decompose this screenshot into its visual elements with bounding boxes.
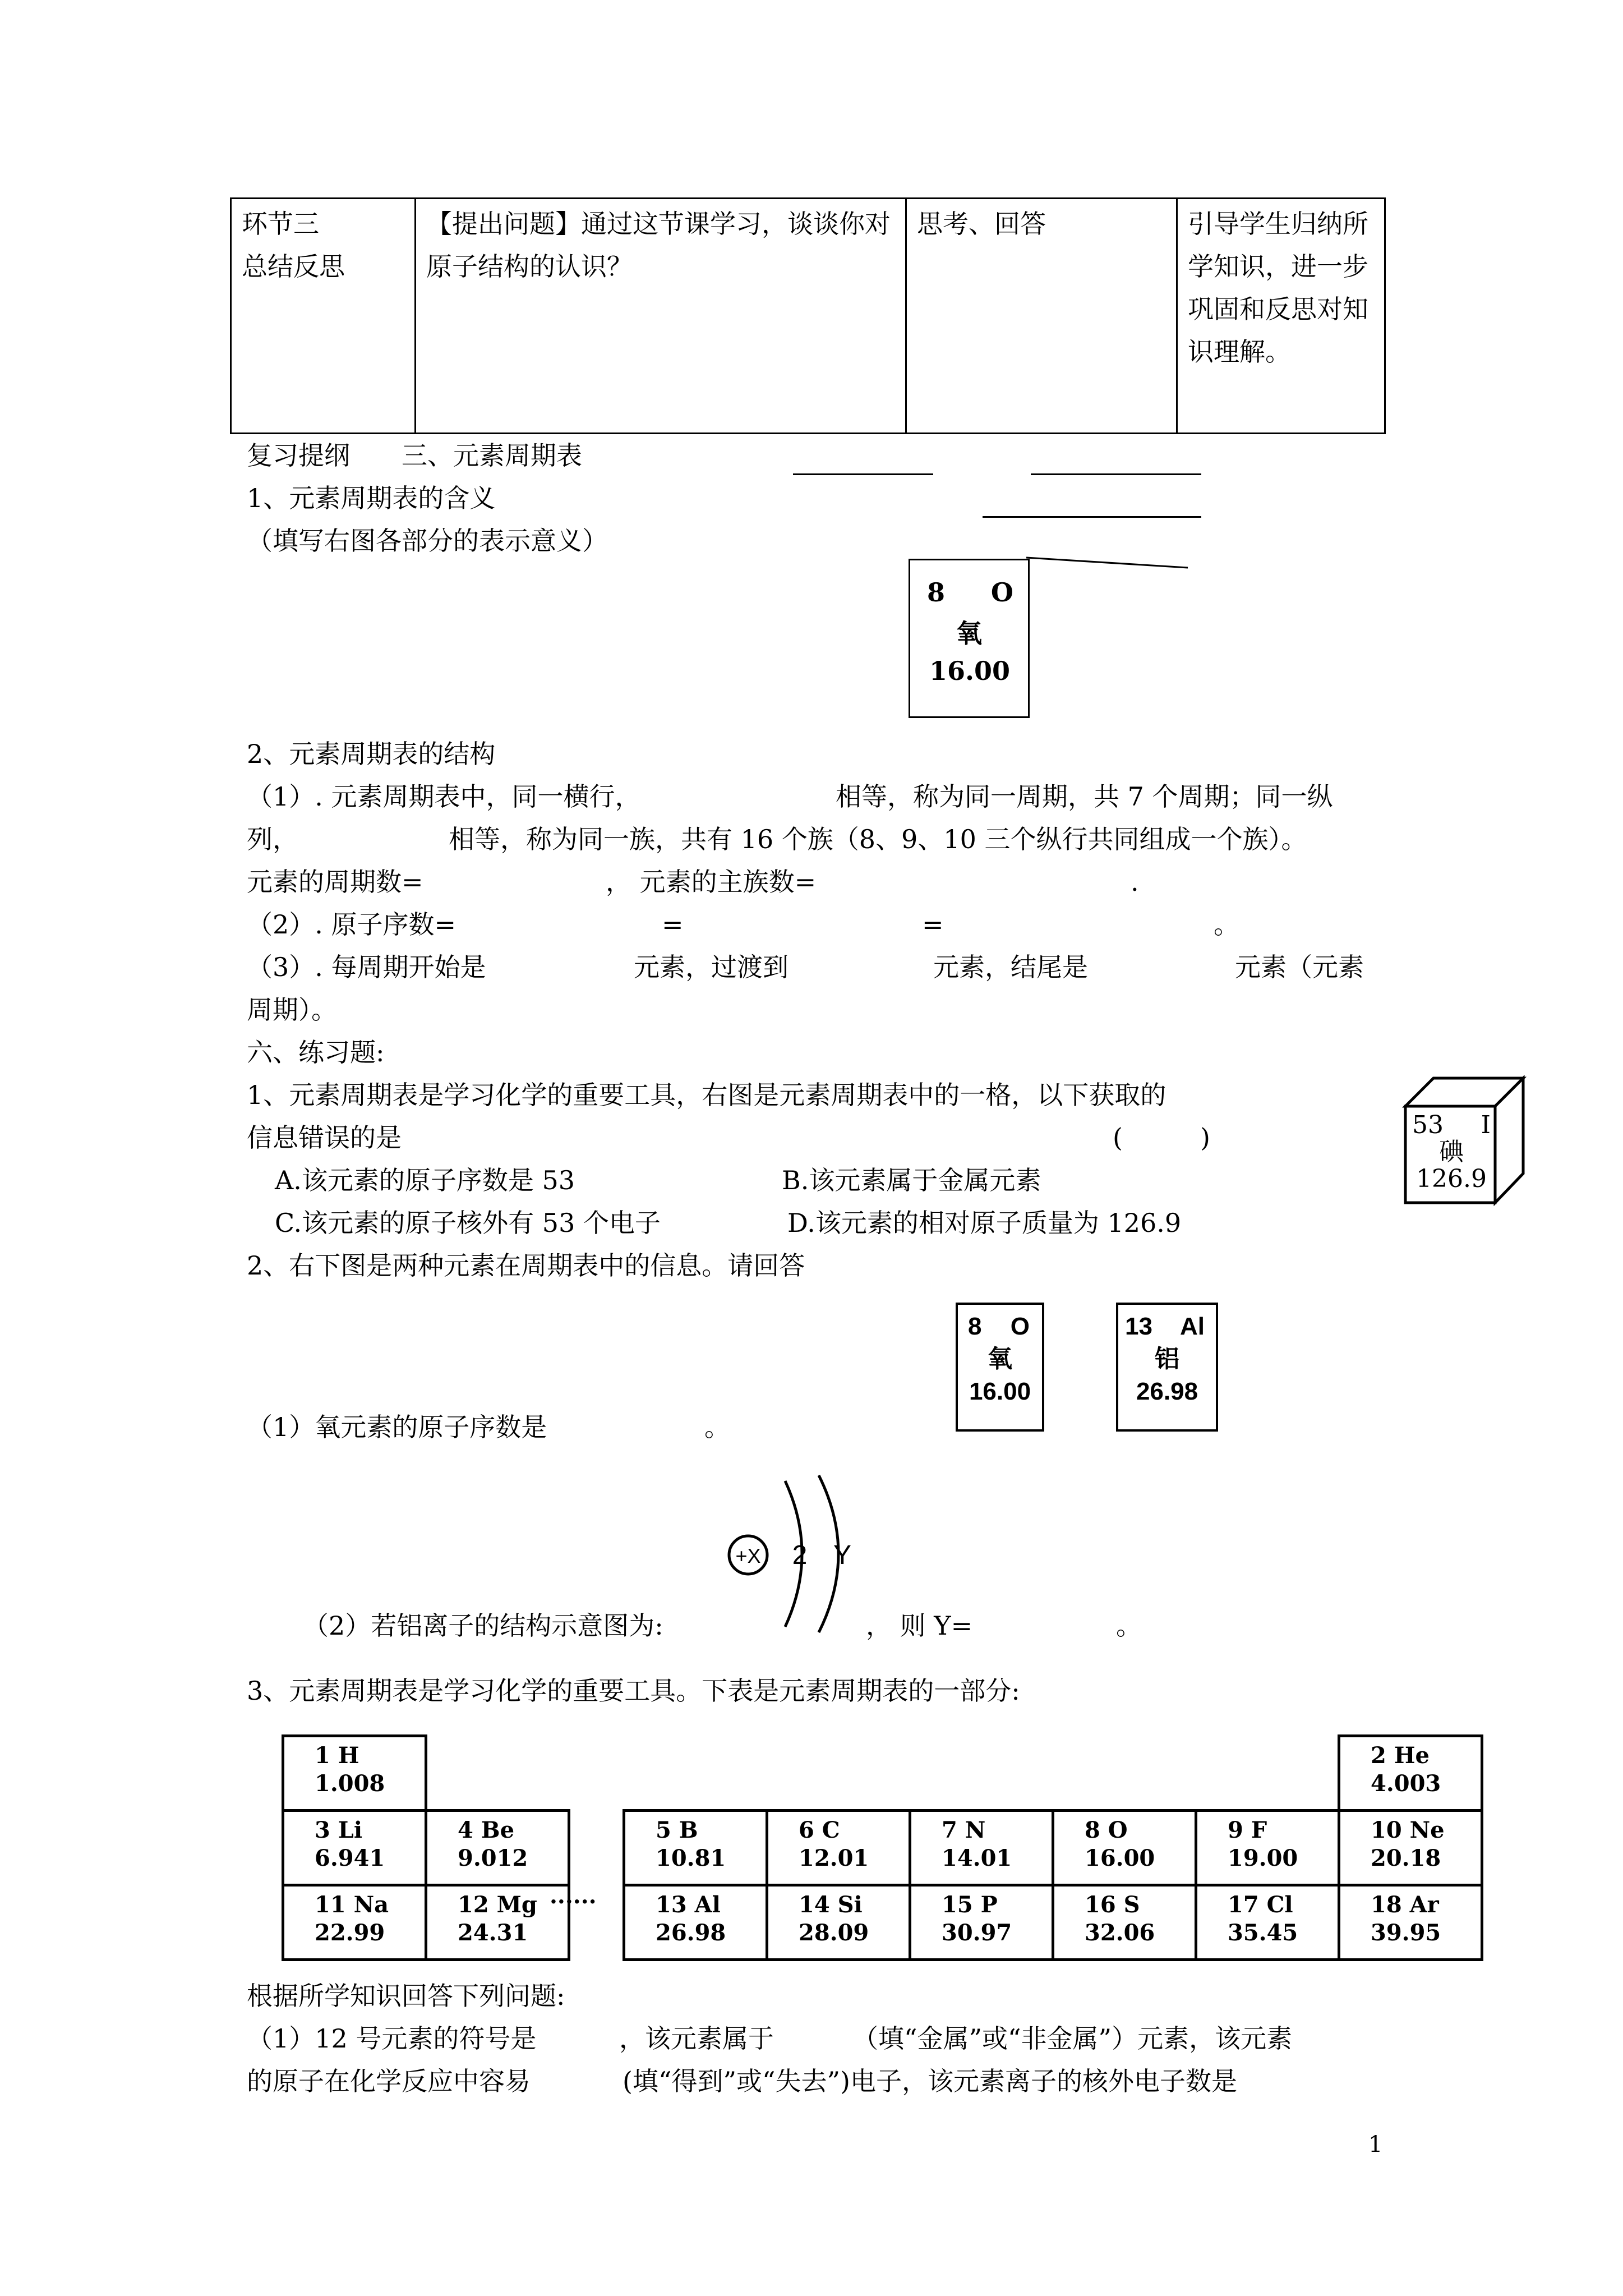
p1-text-d: 相等，称为同一族，共有 16 个族（8、9、10 三个纵行共同组成一个族）。 xyxy=(449,824,1307,854)
element-name: 氧 xyxy=(988,1345,1012,1373)
element-b xyxy=(624,1811,767,1885)
element-name: 碘 xyxy=(1439,1138,1464,1166)
q2-2-y: ， 则 Y= xyxy=(866,1611,973,1641)
nucleus-label: +X xyxy=(735,1544,761,1567)
p3-text-c: 元素，结尾是 xyxy=(933,952,1088,982)
element-h xyxy=(283,1736,426,1811)
option-b: B.该元素属于金属元素 xyxy=(782,1165,1041,1195)
atomic-mass: 126.9 xyxy=(1416,1165,1487,1193)
p1-text-a: （1）. 元素周期表中，同一横行， xyxy=(247,781,641,812)
atomic-mass: 16.00 xyxy=(969,1378,1031,1405)
periodic-table-right xyxy=(623,1734,1483,1961)
option-d: D.该元素的相对原子质量为 126.9 xyxy=(787,1208,1182,1238)
element-mass: 28.09 xyxy=(799,1920,869,1946)
element-symbol: 18 Ar xyxy=(1371,1892,1439,1918)
element-ar xyxy=(1339,1885,1482,1960)
element-na xyxy=(283,1885,426,1960)
cell-goal: 引导学生归纳所学知识，进一步巩固和反思对知识理解。 xyxy=(1177,199,1385,434)
element-mass: 14.01 xyxy=(942,1845,1012,1871)
oxygen-tile xyxy=(909,559,1030,718)
q2-2-end: 。 xyxy=(1116,1611,1142,1641)
iodine-tile xyxy=(1408,1112,1495,1193)
atomic-number: 13 xyxy=(1125,1313,1152,1340)
element-symbol: 17 Cl xyxy=(1228,1892,1293,1918)
p2-text-d: 。 xyxy=(1214,909,1239,940)
element-symbol: 4 Be xyxy=(458,1817,515,1843)
ion-structure-diagram xyxy=(723,1470,869,1638)
atomic-mass: 16.00 xyxy=(929,656,1011,686)
element-symbol: Al xyxy=(1180,1313,1205,1340)
element-symbol: 1 H xyxy=(315,1742,359,1769)
element-mass: 20.18 xyxy=(1371,1845,1441,1871)
line1-c: （填“金属”或“非金属”）元素，该元素 xyxy=(852,2023,1293,2054)
aluminium-tile xyxy=(1116,1303,1218,1432)
summary-table xyxy=(230,197,1386,434)
element-name: 铝 xyxy=(1155,1345,1179,1373)
atomic-mass: 26.98 xyxy=(1136,1378,1198,1405)
element-f xyxy=(1196,1811,1339,1885)
element-mass: 35.45 xyxy=(1228,1920,1298,1946)
element-li xyxy=(283,1811,426,1885)
oxygen-tile-2 xyxy=(956,1303,1044,1432)
line1-b: ，该元素属于 xyxy=(619,2023,774,2054)
p1-text-c: 列， xyxy=(247,824,298,854)
element-symbol: 13 Al xyxy=(656,1892,721,1918)
q1-answer-paren: ( ) xyxy=(1113,1122,1210,1153)
p1-text-e: 元素的周期数= xyxy=(247,867,423,897)
blank-line-2 xyxy=(1031,473,1201,475)
page-number: 1 xyxy=(1368,2132,1383,2157)
element-symbol: 11 Na xyxy=(315,1892,389,1918)
cell-stage: 环节三 总结反思 xyxy=(231,199,416,434)
element-be xyxy=(426,1811,569,1885)
shell1-label: 2 xyxy=(792,1540,808,1570)
exercise-heading: 六、练习题: xyxy=(247,1037,385,1068)
element-al xyxy=(624,1885,767,1960)
p1-text-f: ， 元素的主族数= xyxy=(606,867,817,897)
p2-text-c: = xyxy=(922,909,944,940)
element-mass: 10.81 xyxy=(656,1845,726,1871)
element-si xyxy=(767,1885,910,1960)
q2-1-text: （1）氧元素的原子序数是 xyxy=(247,1412,547,1442)
element-symbol: 9 F xyxy=(1228,1817,1267,1843)
structure-heading: 2、元素周期表的结构 xyxy=(247,739,496,769)
element-mass: 32.06 xyxy=(1085,1920,1155,1946)
element-symbol: O xyxy=(990,577,1013,608)
line2-b: (填“得到”或“失去”)电子，该元素离子的核外电子数是 xyxy=(623,2066,1237,2096)
shell2-label: Y xyxy=(833,1540,852,1570)
element-mg xyxy=(426,1885,569,1960)
element-s xyxy=(1053,1885,1196,1960)
element-o xyxy=(1053,1811,1196,1885)
element-symbol: 14 Si xyxy=(799,1892,863,1918)
element-symbol: 16 S xyxy=(1085,1892,1140,1918)
element-mass: 26.98 xyxy=(656,1920,726,1946)
element-mass: 30.97 xyxy=(942,1920,1012,1946)
element-c xyxy=(767,1811,910,1885)
q1-line-1: 1、元素周期表是学习化学的重要工具，右图是元素周期表中的一格，以下获取的 xyxy=(247,1080,1166,1110)
outline-heading: 复习提纲 三、元素周期表 xyxy=(247,440,582,471)
ellipsis: ...... xyxy=(550,1883,597,1909)
p3-text-a: （3）. 每周期开始是 xyxy=(247,952,486,982)
element-symbol: 15 P xyxy=(942,1892,998,1918)
element-n xyxy=(910,1811,1053,1885)
p2-text-a: （2）. 原子序数= xyxy=(247,909,457,940)
fill-hint: （填写右图各部分的表示意义） xyxy=(247,526,608,556)
p1-text-g: . xyxy=(1131,867,1139,897)
periodic-table-left xyxy=(282,1734,570,1961)
q1-line-2: 信息错误的是 xyxy=(247,1122,402,1153)
element-symbol: 6 C xyxy=(799,1817,840,1843)
element-symbol: 2 He xyxy=(1371,1742,1430,1769)
option-c: C.该元素的原子核外有 53 个电子 xyxy=(275,1208,661,1238)
element-mass: 19.00 xyxy=(1228,1845,1298,1871)
element-cl xyxy=(1196,1885,1339,1960)
atomic-number: 53 xyxy=(1412,1111,1444,1139)
element-symbol: 3 Li xyxy=(315,1817,363,1843)
p3-text-e: 周期）。 xyxy=(247,995,337,1025)
element-symbol: I xyxy=(1481,1111,1491,1139)
element-mass: 39.95 xyxy=(1371,1920,1441,1946)
blank-line-3 xyxy=(983,516,1201,518)
answer-heading: 根据所学知识回答下列问题: xyxy=(247,1981,565,2011)
element-symbol: 8 O xyxy=(1085,1817,1128,1843)
meaning-heading: 1、元素周期表的含义 xyxy=(247,483,496,513)
blank-line-1 xyxy=(793,473,933,475)
element-symbol: 12 Mg xyxy=(458,1892,537,1918)
element-ne xyxy=(1339,1811,1482,1885)
q2-1-end: 。 xyxy=(704,1412,730,1442)
q3-text: 3、元素周期表是学习化学的重要工具。下表是元素周期表的一部分: xyxy=(247,1676,1020,1706)
element-p xyxy=(910,1885,1053,1960)
element-mass: 6.941 xyxy=(315,1845,385,1871)
element-he xyxy=(1339,1736,1482,1811)
cell-activity: 思考、回答 xyxy=(906,199,1177,434)
p2-text-b: = xyxy=(662,909,684,940)
element-mass: 24.31 xyxy=(458,1920,528,1946)
element-mass: 16.00 xyxy=(1085,1845,1155,1871)
element-symbol: O xyxy=(1010,1313,1030,1340)
element-mass: 1.008 xyxy=(315,1770,385,1797)
cell-question: 【提出问题】通过这节课学习，谈谈你对原子结构的认识？ xyxy=(416,199,906,434)
element-mass: 9.012 xyxy=(458,1845,528,1871)
element-symbol: 5 B xyxy=(656,1817,698,1843)
element-symbol: 10 Ne xyxy=(1371,1817,1445,1843)
line1-a: （1）12 号元素的符号是 xyxy=(247,2023,537,2054)
q2-2-text: （2）若铝离子的结构示意图为: xyxy=(303,1611,663,1641)
atomic-number: 8 xyxy=(927,577,946,608)
atomic-number: 8 xyxy=(968,1313,982,1340)
q2-text: 2、右下图是两种元素在周期表中的信息。请回答 xyxy=(247,1250,805,1281)
p3-text-b: 元素，过渡到 xyxy=(634,952,789,982)
element-mass: 22.99 xyxy=(315,1920,385,1946)
pointer-line xyxy=(1026,555,1189,572)
option-a: A.该元素的原子序数是 53 xyxy=(275,1165,575,1195)
element-mass: 4.003 xyxy=(1371,1770,1441,1797)
line2-a: 的原子在化学反应中容易 xyxy=(247,2066,531,2096)
p3-text-d: 元素（元素 xyxy=(1235,952,1364,982)
element-mass: 12.01 xyxy=(799,1845,869,1871)
element-symbol: 7 N xyxy=(942,1817,986,1843)
p1-text-b: 相等，称为同一周期，共 7 个周期；同一纵 xyxy=(836,781,1333,812)
element-name: 氧 xyxy=(956,618,982,648)
